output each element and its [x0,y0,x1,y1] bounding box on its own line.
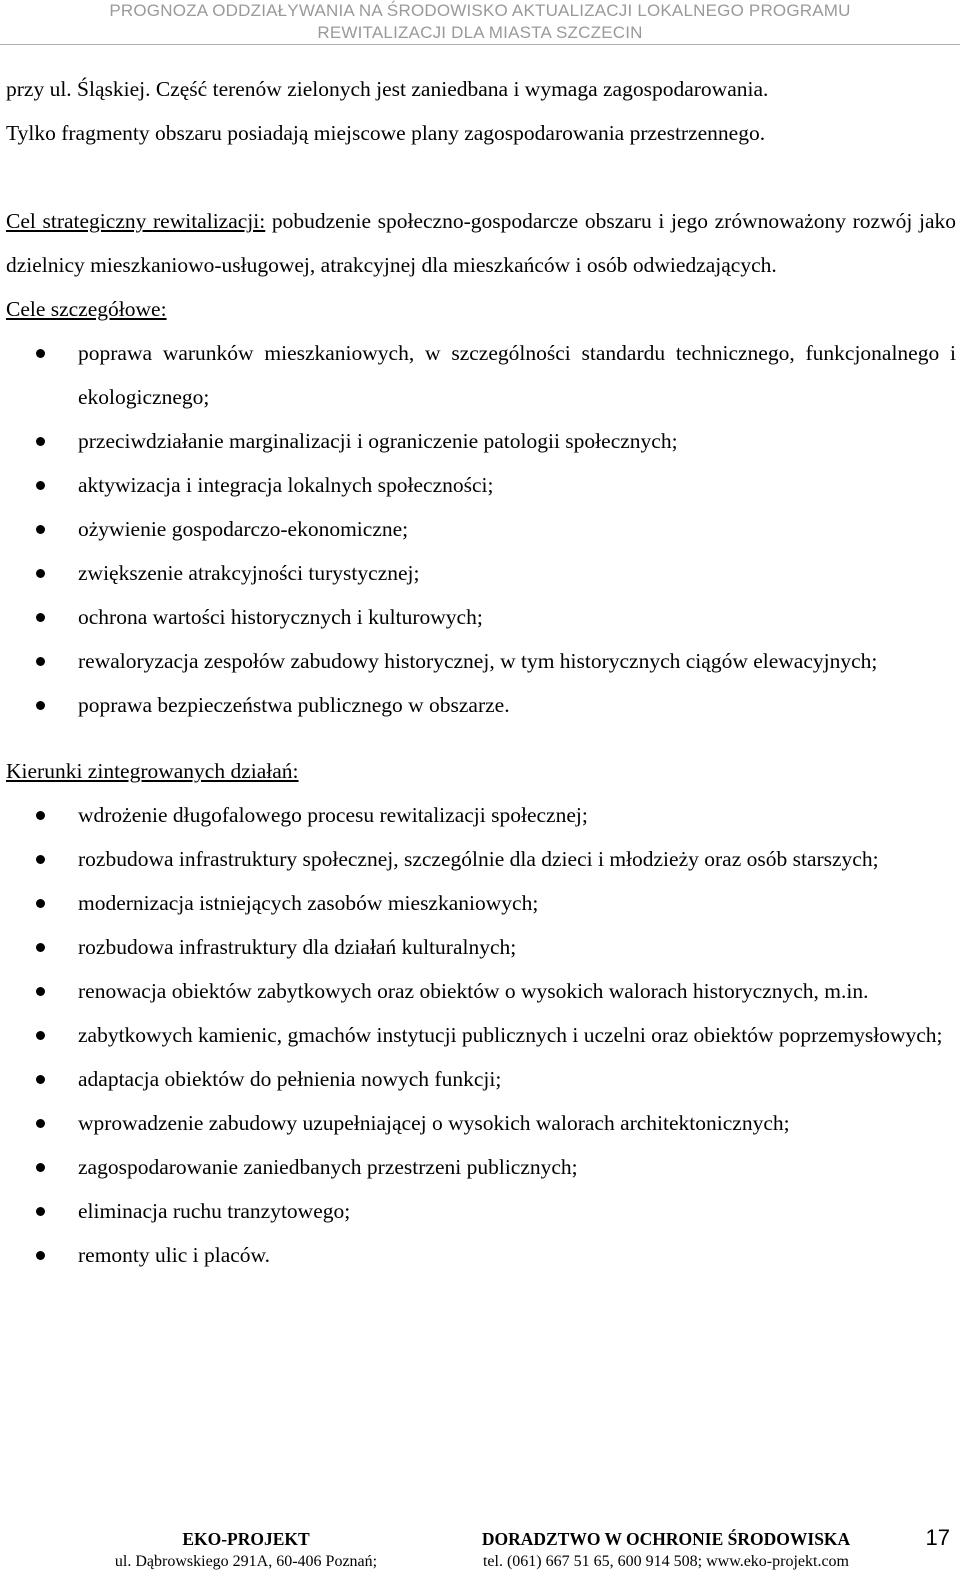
bullet-icon [36,1163,45,1172]
detailed-goals-heading: Cele szczegółowe: [6,297,167,321]
bullet-icon [36,569,45,578]
bullet-icon [36,701,45,710]
list-item [6,507,956,551]
list-item [6,551,956,595]
list-item-text: rozbudowa infrastruktury dla działań kulturalnych; [78,935,517,959]
list-item [6,1233,956,1277]
list-item-text: zabytkowych kamienic, gmachów instytucji publicznych i uczelni oraz obiektów poprzemysłowych; [78,1023,943,1047]
bullet-icon [36,855,45,864]
list-item [6,595,956,639]
bullet-icon [36,437,45,446]
list-item-text: zagospodarowanie zaniedbanych przestrzeni publicznych; [78,1155,578,1179]
list-item [6,331,956,419]
bullet-icon [36,1251,45,1260]
list-item [6,793,956,837]
page-body [6,67,956,1277]
list-item-text: modernizacja istniejących zasobów mieszkaniowych; [78,891,539,915]
footer-service-title: DORADZTWO W OCHRONIE ŚRODOWISKA [481,1529,851,1549]
header-line-1: PROGNOZA ODDZIAŁYWANIA NA ŚRODOWISKO AKTUALIZACJI LOKALNEGO PROGRAMU [109,1,851,20]
list-item [6,1101,956,1145]
list-item-text: wdrożenie długofalowego procesu rewitalizacji społecznej; [78,803,588,827]
bullet-icon [36,349,45,358]
list-item-text: wprowadzenie zabudowy uzupełniającej o wysokich walorach architektonicznych; [78,1111,790,1135]
intro-line-2: Tylko fragmenty obszaru posiadają miejscowe plany zagospodarowania przestrzennego. [6,121,766,145]
list-item-text: rewaloryzacja zespołów zabudowy historycznej, w tym historycznych ciągów elewacyjnych; [78,649,878,673]
list-item-text: renowacja obiektów zabytkowych oraz obiektów o wysokich walorach historycznych, m.in. [78,979,869,1003]
list-item-text: rozbudowa infrastruktury społecznej, szczególnie dla dzieci i młodzieży oraz osób starszych; [78,847,879,871]
directions-heading: Kierunki zintegrowanych działań: [6,759,299,783]
list-item-text: ożywienie gospodarczo-ekonomiczne; [78,517,409,541]
list-item-text: poprawa warunków mieszkaniowych, w szczególności standardu technicznego, funkcjonalnego i ekologicznego; [78,341,956,409]
bullet-icon [36,1075,45,1084]
bullet-icon [36,1031,45,1040]
list-item-text: zwiększenie atrakcyjności turystycznej; [78,561,420,585]
page-number: 17 [925,1525,950,1550]
spacer [6,155,956,199]
list-item [6,1013,956,1057]
bullet-icon [36,899,45,908]
intro-line-1: przy ul. Śląskiej. Część terenów zielonych jest zaniedbana i wymaga zagospodarowania. [6,77,769,101]
header-line-2: REWITALIZACJI DLA MIASTA SZCZECIN [317,23,643,42]
list-item [6,837,956,881]
list-item [6,881,956,925]
list-item [6,969,956,1013]
spacer [6,727,956,749]
list-item [6,683,956,727]
bullet-icon [36,1119,45,1128]
list-item-text: aktywizacja i integracja lokalnych społeczności; [78,473,494,497]
bullet-icon [36,525,45,534]
list-item [6,1189,956,1233]
list-item [6,1057,956,1101]
list-item [6,925,956,969]
list-item [6,639,956,683]
bullet-icon [36,613,45,622]
bullet-icon [36,987,45,996]
strategic-goal-paragraph [6,199,956,287]
footer-address: ul. Dąbrowskiego 291A, 60-406 Poznań; [114,1553,378,1570]
list-item [6,419,956,463]
detailed-goals-list [6,331,956,727]
strategic-goal-text: pobudzenie społeczno-gospodarcze obszaru i jego zrównoważony rozwój jako dzielnicy mieszkaniowo-usługowej, atrakcyjnej dla mieszkańców i osób odwiedzających. [6,209,956,277]
bullet-icon [36,481,45,490]
list-item-text: adaptacja obiektów do pełnienia nowych funkcji; [78,1067,502,1091]
bullet-icon [36,1207,45,1216]
list-item-text: eliminacja ruchu tranzytowego; [78,1199,351,1223]
list-item-text: remonty ulic i placów. [78,1243,271,1267]
list-item [6,463,956,507]
page-footer [0,1517,960,1593]
bullet-icon [36,943,45,952]
bullet-icon [36,811,45,820]
list-item-text: przeciwdziałanie marginalizacji i ograniczenie patologii społecznych; [78,429,678,453]
running-header [0,0,960,45]
list-item-text: ochrona wartości historycznych i kulturowych; [78,605,483,629]
footer-service [436,1527,896,1573]
footer-contact: tel. (061) 667 51 65, 600 914 508; www.eko-projekt.com [482,1553,849,1570]
bullet-icon [36,657,45,666]
list-item [6,1145,956,1189]
footer-company [76,1527,416,1573]
footer-company-name: EKO-PROJEKT [182,1529,310,1549]
directions-list [6,793,956,1277]
strategic-goal-label: Cel strategiczny rewitalizacji: [6,209,266,233]
list-item-text: poprawa bezpieczeństwa publicznego w obszarze. [78,693,510,717]
